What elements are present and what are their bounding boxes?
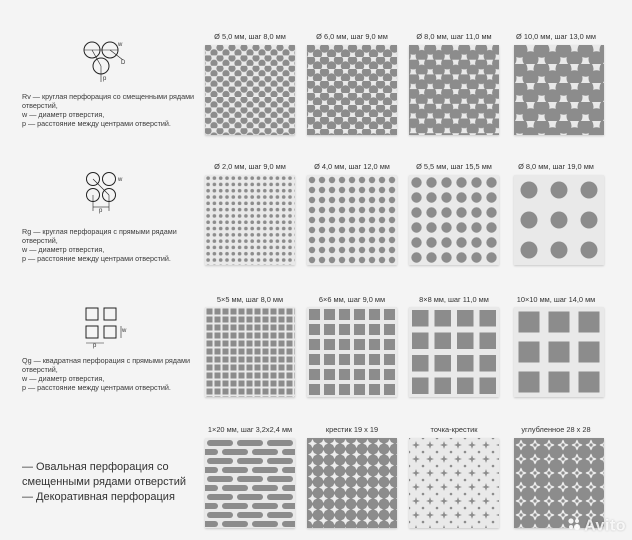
tile-caption: Ø 10,0 мм, шаг 13,0 мм [516,32,596,41]
avito-watermark-text: Avito [584,517,626,535]
rg-symbol: Rg [22,227,32,236]
rg-desc-w: w — диаметр отверстия, [22,245,105,254]
rv-desc-main: — круглая перфорация со смещенными рядами отверстий, [22,92,195,110]
tile-caption: 10×10 мм, шаг 14,0 мм [516,295,596,304]
tile-caption: 8×8 мм, шаг 11,0 мм [419,295,489,304]
pattern-qg-4 [514,307,604,397]
tile-caption: Ø 5,5 мм, шаг 15,5 мм [416,162,492,171]
rg-diagram-label-p: p [99,208,103,214]
qg-desc-w: w — диаметр отверстия, [22,374,105,383]
rv-desc-w: w — диаметр отверстия, [22,110,105,119]
rg-diagram [78,167,126,215]
perforation-tile-cross [307,438,397,528]
perforation-tile-oval [205,438,295,528]
pattern-rv-4 [514,45,604,135]
tile-caption: Ø 8,0 мм, шаг 11,0 мм [416,32,492,41]
pattern-rv-3 [409,45,499,135]
tile-caption: 1×20 мм, шаг 3,2х2,4 мм [207,425,293,434]
qg-symbol: Qg [22,356,32,365]
qg-diagram [78,300,126,348]
decorative-perforation-text: — Декоративная перфорация [22,491,175,503]
oval-perforation-text: — Овальная перфорация со смещенными рядами отверстий [22,461,186,488]
pattern-recessed [514,438,604,528]
perforation-tile-rv-1 [205,45,295,135]
tile-caption: углубленное 28 х 28 [521,425,591,434]
qg-desc-p: p — расстояние между центрами отверстий. [22,383,171,392]
rg-diagram-label-w: w [118,177,123,183]
rv-symbol: Rv [22,92,31,101]
rg-description [22,227,202,263]
rg-desc-main: — круглая перфорация с прямыми рядами отверстий, [22,227,177,245]
tile-caption: Ø 8,0 мм, шаг 19,0 мм [518,162,594,171]
perforation-tile-rv-3 [409,45,499,135]
perforation-tile-qg-4 [514,307,604,397]
rv-diagram-label-p: p [103,76,107,82]
pattern-oval [205,438,295,528]
pattern-dot-cross [409,438,499,528]
perforation-tile-rg-2 [307,175,397,265]
row-decorative [0,405,632,540]
pattern-rg-3 [409,175,499,265]
avito-watermark [567,517,626,536]
perforation-tile-rg-1 [205,175,295,265]
rg-desc-p: p — расстояние между центрами отверстий. [22,254,171,263]
perforation-tile-rv-2 [307,45,397,135]
pattern-qg-2 [307,307,397,397]
tile-caption: 5×5 мм, шаг 8,0 мм [216,295,284,304]
pattern-qg-3 [409,307,499,397]
pattern-rg-1 [205,175,295,265]
tile-caption: Ø 6,0 мм, шаг 9,0 мм [316,32,388,41]
rv-desc-p: p — расстояние между центрами отверстий. [22,119,171,128]
pattern-rg-4 [514,175,604,265]
tile-caption: Ø 2,0 мм, шаг 9,0 мм [214,162,286,171]
qg-description [22,356,202,392]
row-qg [0,270,632,405]
row-rv [0,0,632,135]
perforation-tile-recessed [514,438,604,528]
perforation-tile-qg-3 [409,307,499,397]
pattern-rv-2 [307,45,397,135]
bottom-description [22,460,202,505]
qg-diagram-label-p: p [93,343,97,349]
perforation-tile-qg-2 [307,307,397,397]
tile-caption: точка-крестик [430,425,478,434]
qg-diagram-label-w: w [122,328,127,334]
perforation-tile-dot-cross [409,438,499,528]
avito-logo-icon [567,517,581,536]
pattern-qg-1 [205,307,295,397]
qg-desc-main: — квадратная перфорация с прямыми рядами отверстий, [22,356,190,374]
pattern-rg-2 [307,175,397,265]
perforation-tile-qg-1 [205,307,295,397]
perforation-tile-rg-4 [514,175,604,265]
pattern-rv-1 [205,45,295,135]
rv-diagram [78,38,126,86]
pattern-cross [307,438,397,528]
rv-description [22,92,202,128]
tile-caption: Ø 4,0 мм, шаг 12,0 мм [314,162,390,171]
perforation-tile-rv-4 [514,45,604,135]
tile-caption: Ø 5,0 мм, шаг 8,0 мм [214,32,286,41]
perforation-tile-rg-3 [409,175,499,265]
row-rg [0,135,632,270]
rv-diagram-label-d: D [121,60,126,66]
tile-caption: 6×6 мм, шаг 9,0 мм [318,295,386,304]
tile-caption: крестик 19 х 19 [325,425,379,434]
rv-diagram-label-w: w [118,42,123,48]
